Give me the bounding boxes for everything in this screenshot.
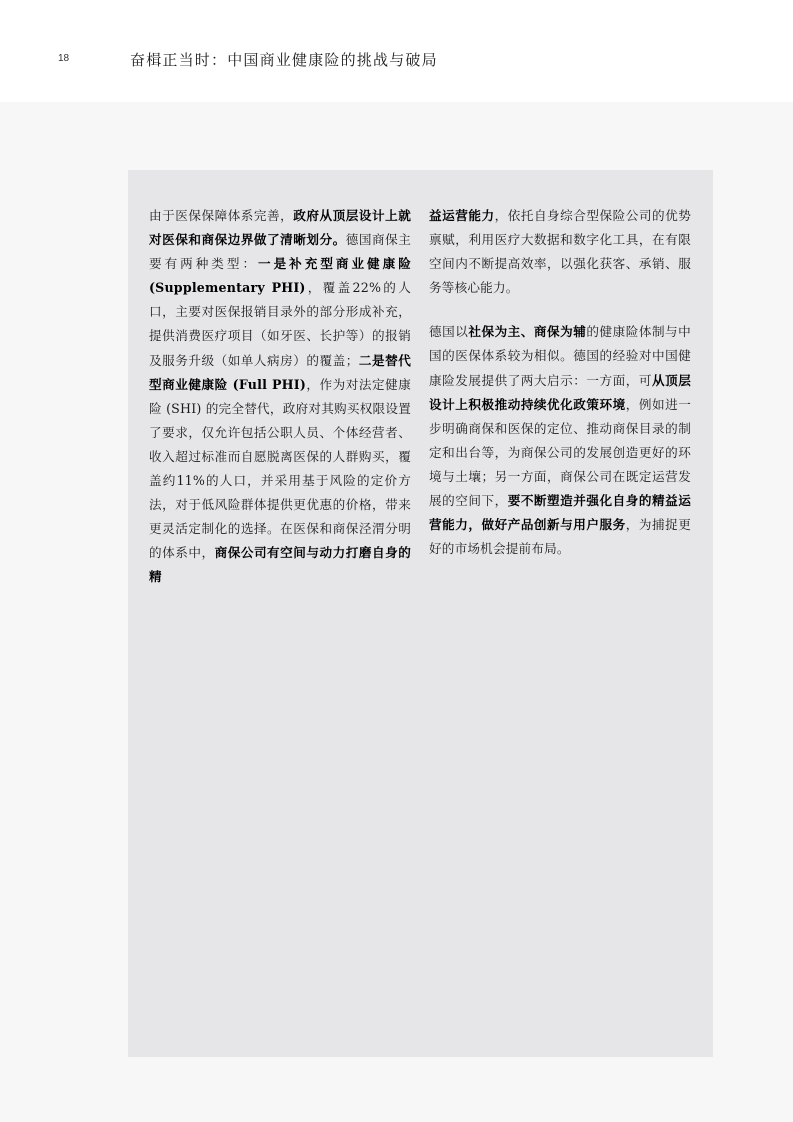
body-text: 由于医保保障体系完善， <box>149 208 294 223</box>
emphasis-text: 社保为主、商保为辅 <box>468 324 587 340</box>
right-paragraph-2 <box>429 320 691 561</box>
body-text: 的健康险体制与中国的医保体系较为相似。德国的经验对中国健康险发展提供了两大启示：一方面，可 <box>429 324 691 388</box>
running-title: 奋楫正当时：中国商业健康险的挑战与破局 <box>130 51 438 69</box>
body-text: ，覆盖22%的人口，主要对医保报销目录外的部分形成补充，提供消费医疗项目（如牙医、长护等）的报销及服务升级（如单人病房）的覆盖； <box>149 280 411 368</box>
left-paragraph-1 <box>149 204 411 590</box>
content-box <box>128 170 713 1057</box>
emphasis-text: 一是补充型商业健康险 (Supplementary PHI) <box>149 256 411 296</box>
page-number: 18 <box>58 53 70 64</box>
body-text: ，依托自身综合型保险公司的优势禀赋，利用医疗大数据和数字化工具，在有限空间内不断提高效率，以强化获客、承销、服务等核心能力。 <box>429 208 692 296</box>
body-text: ，例如进一步明确商保和医保的定位、推动商保目录的制定和出台等，为商保公司的发展创造更好的环境与土壤；另一方面，商保公司在既定运营发展的空间下， <box>429 396 692 509</box>
body-text: ，为捕捉更好的市场机会提前布局。 <box>429 517 692 557</box>
body-text: 德国以 <box>429 324 469 340</box>
page-header <box>0 0 793 102</box>
left-column <box>149 204 411 590</box>
emphasis-text: 二是替代型商业健康险 (Full PHI) <box>149 352 411 392</box>
right-column <box>429 204 691 561</box>
right-paragraph-1 <box>429 204 691 300</box>
body-text: ，作为对法定健康险 (SHI) 的完全替代，政府对其购买权限设置了要求，仅允许包括公职人员、个体经营者、收入超过标准而自愿脱离医保的人群购买，覆盖约11%的人口，并采用基于风险的定价方法，对于低风险群体提供更优惠的价格，带来更灵活定制化的选择。在医保和商保泾渭分明的体系中， <box>149 376 411 561</box>
emphasis-text: 要不断塑造并强化自身的精益运营能力，做好产品创新与用户服务 <box>429 493 691 533</box>
emphasis-text: 从顶层设计上积极推动持续优化政策环境 <box>429 372 691 412</box>
emphasis-text: 益运营能力 <box>429 208 495 223</box>
emphasis-text: 商保公司有空间与动力打磨自身的精 <box>149 545 412 585</box>
body-text: 德国商保主要有两种类型： <box>149 232 412 272</box>
emphasis-text: 政府从顶层设计上就对医保和商保边界做了清晰划分。 <box>149 208 411 248</box>
